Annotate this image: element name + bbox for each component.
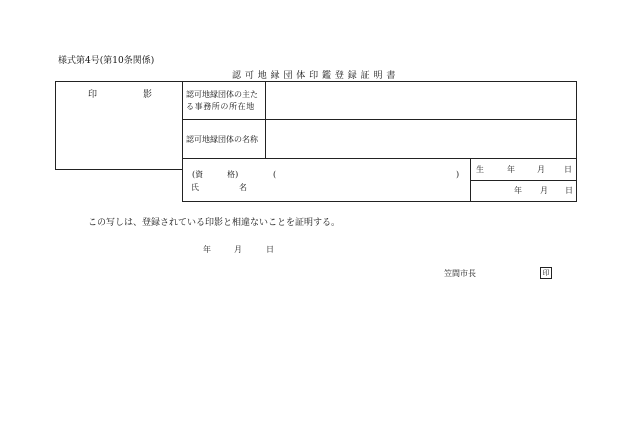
- birth-month-label: 月: [537, 165, 545, 174]
- date2-day-label: 日: [565, 186, 573, 195]
- issue-year-label: 年: [203, 245, 211, 254]
- address-label-line2: る事務所の所在地: [186, 102, 255, 111]
- birth-day-label: 日: [564, 165, 572, 174]
- label-column-left-border: [182, 81, 183, 202]
- qualification-close-paren: ): [456, 170, 460, 179]
- seal-label-in: 印: [88, 90, 98, 100]
- issue-day-label: 日: [266, 245, 274, 254]
- date2-month-label: 月: [540, 186, 548, 195]
- issue-month-label: 月: [234, 245, 242, 254]
- mayor-title: 笠間市長: [444, 269, 476, 278]
- qualification-label: (資 格): [192, 170, 239, 179]
- label-column-right-border: [265, 81, 266, 159]
- form-number: 様式第4号(第10条関係): [58, 56, 155, 66]
- table-bottom-border: [182, 201, 577, 202]
- seal-label-impression: 影: [143, 90, 153, 100]
- date-column-left-border: [470, 158, 471, 202]
- table-top-border: [55, 81, 577, 82]
- row-divider-1: [182, 119, 577, 120]
- date-cell-divider: [470, 180, 577, 181]
- group-name-label: 認可地縁団体の名称: [186, 135, 258, 144]
- birth-year-label: 年: [507, 165, 515, 174]
- mayor-seal-icon: 印: [540, 267, 552, 279]
- birth-sei-label: 生: [476, 165, 484, 174]
- date2-year-label: 年: [514, 186, 522, 195]
- certification-statement: この写しは、登録されている印影と相違ないことを証明する。: [88, 218, 341, 228]
- seal-box-bottom-border: [55, 169, 182, 170]
- seal-box-left-border: [55, 81, 56, 170]
- address-label-line1: 認可地縁団体の主た: [186, 90, 258, 99]
- row-divider-2: [182, 158, 577, 159]
- table-right-border: [576, 81, 577, 202]
- person-name-label: 氏 名: [191, 183, 247, 192]
- document-title: 認 可 地 縁 団 体 印 鑑 登 録 証 明 書: [232, 71, 396, 81]
- qualification-open-paren: (: [273, 170, 277, 179]
